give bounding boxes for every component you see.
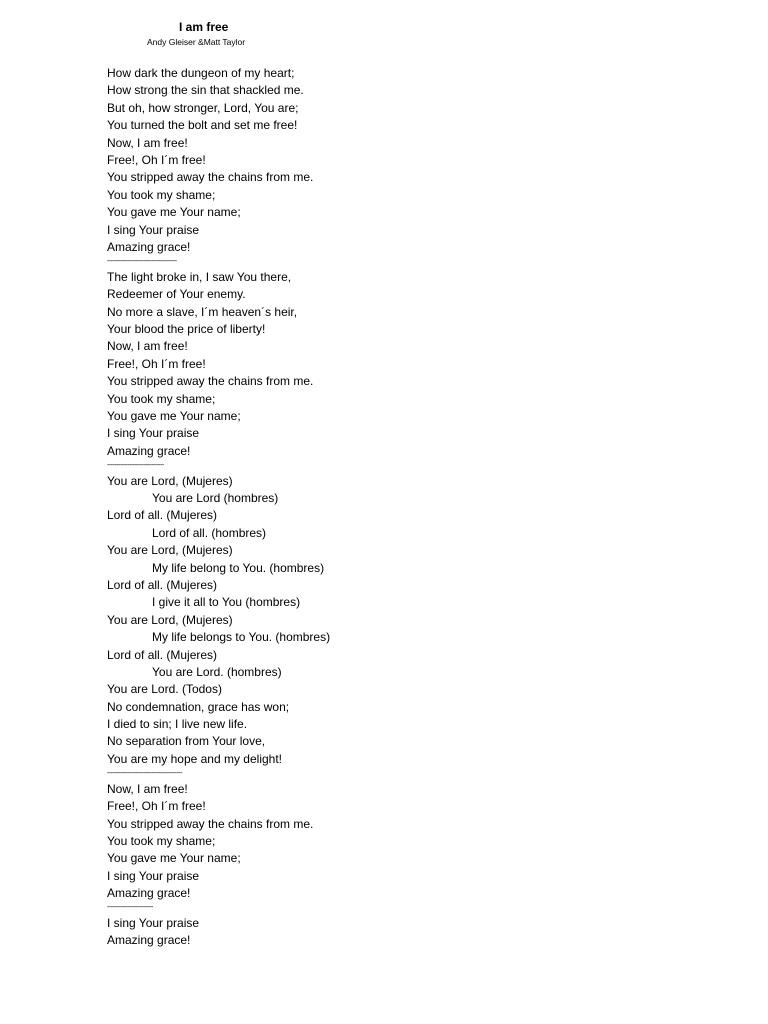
lyric-line: You took my shame; [107,187,216,202]
lyric-line: Amazing grace! [107,933,191,948]
song-authors: Andy Gleiser &Matt Taylor [147,37,246,47]
section-separator: ------------------------- [107,904,153,912]
lyric-line: I sing Your praise [107,868,200,883]
lyric-line-response: My life belongs to You. (hombres) [152,630,331,645]
lyrics-body [107,65,727,950]
lyric-line: Redeemer of Your enemy. [107,287,246,302]
lyric-line: You stripped away the chains from me. [107,170,314,185]
lyric-line: You are Lord, (Mujeres) [107,543,233,558]
lyric-line-response: My life belong to You. (hombres) [152,560,325,575]
lyric-line: How strong the sin that shackled me. [107,83,304,98]
lyric-line: You gave me Your name; [107,205,241,220]
lyric-line: Free!, Oh I´m free! [107,152,206,167]
lyric-line: You stripped away the chains from me. [107,816,314,831]
lyric-line: Free!, Oh I´m free! [107,799,206,814]
lyric-line: You stripped away the chains from me. [107,374,314,389]
lyric-line: Now, I am free! [107,135,188,150]
lyric-line: I sing Your praise [107,426,200,441]
song-title: I am free [179,20,229,34]
lyric-line: Lord of all. (Mujeres) [107,508,218,523]
lyric-line: You took my shame; [107,391,216,406]
lyric-line-response: You are Lord (hombres) [152,490,279,505]
lyric-line: You are Lord. (Todos) [107,682,222,697]
lyric-line: You are Lord, (Mujeres) [107,612,233,627]
lyric-line: You turned the bolt and set me free! [107,118,298,133]
section-separator: ------------------------------- [107,462,164,470]
section-separator: -------------------------------------- [107,258,177,266]
lyric-line: The light broke in, I saw You there, [107,269,292,284]
lyric-line: I sing Your praise [107,915,200,930]
lyric-line: No separation from Your love, [107,734,266,749]
lyric-line-response: I give it all to You (hombres) [152,595,301,610]
lyric-line-response: Lord of all. (hombres) [152,525,267,540]
lyric-line: How dark the dungeon of my heart; [107,66,295,80]
lyric-line: You are my hope and my delight! [107,751,283,766]
lyric-line: Lord of all. (Mujeres) [107,647,218,662]
lyric-line: You are Lord, (Mujeres) [107,473,233,488]
lyric-line: You gave me Your name; [107,408,241,423]
lyric-line: Amazing grace! [107,886,191,901]
lyric-line: But oh, how stronger, Lord, You are; [107,100,299,115]
lyric-line-response: You are Lord. (hombres) [152,664,282,679]
lyric-line: Amazing grace! [107,443,191,458]
lyric-line: Your blood the price of liberty! [107,321,266,336]
lyric-line: You gave me Your name; [107,851,241,866]
lyric-line: No condemnation, grace has won; [107,699,290,714]
lyric-line: You took my shame; [107,833,216,848]
lyric-line: I died to sin; I live new life. [107,717,248,732]
lyric-line: No more a slave, I´m heaven´s heir, [107,304,298,319]
lyric-line: Lord of all. (Mujeres) [107,577,218,592]
lyric-line: Now, I am free! [107,781,188,796]
section-separator: ----------------------------------------- [107,770,183,778]
lyric-line: I sing Your praise [107,222,200,237]
lyric-line: Free!, Oh I´m free! [107,356,206,371]
lyric-line: Now, I am free! [107,339,188,354]
lyric-line: Amazing grace! [107,239,191,254]
